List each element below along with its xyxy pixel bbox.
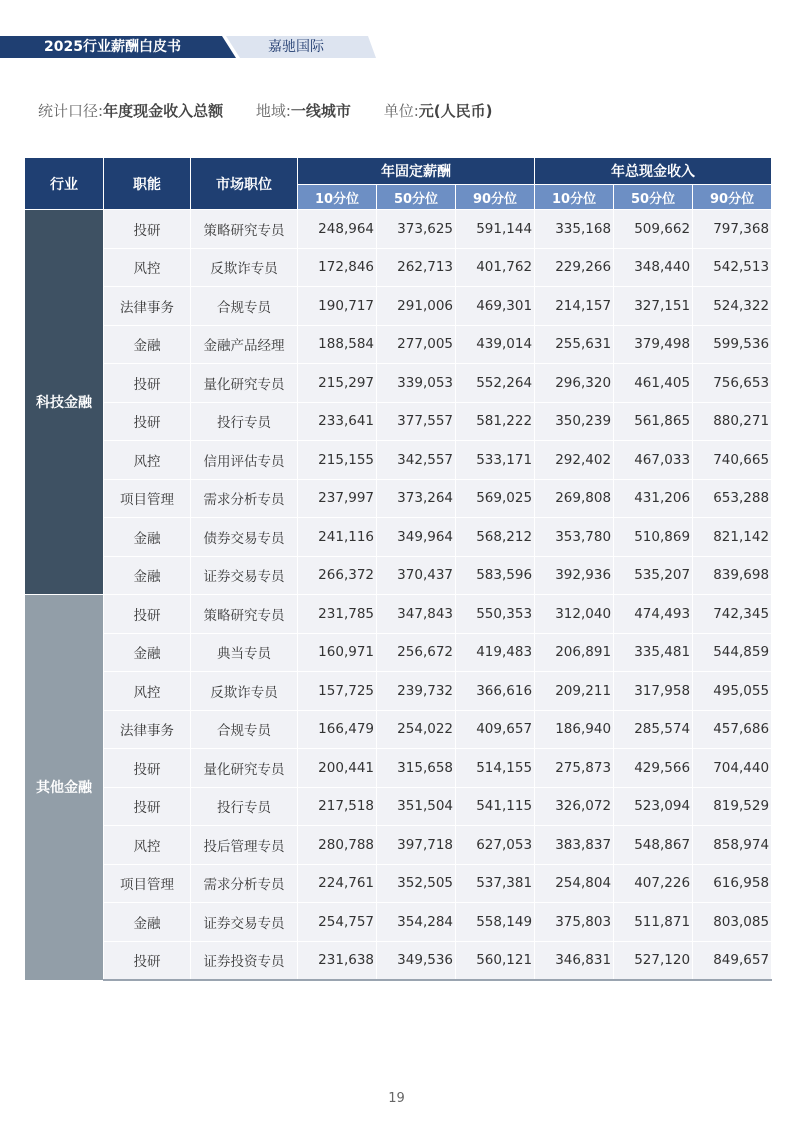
- table-row: [25, 364, 772, 403]
- value-cell: 392,936: [535, 556, 614, 595]
- function-cell: 风控: [104, 248, 191, 287]
- value-cell: 373,264: [377, 479, 456, 518]
- function-cell: 投研: [104, 210, 191, 249]
- position-cell: 合规专员: [191, 710, 298, 749]
- function-cell: 项目管理: [104, 864, 191, 903]
- value-cell: 326,072: [535, 787, 614, 826]
- value-cell: 200,441: [298, 749, 377, 788]
- total-p90-header: 90分位: [693, 185, 772, 210]
- value-cell: 495,055: [693, 672, 772, 711]
- value-cell: 541,115: [456, 787, 535, 826]
- value-cell: 461,405: [614, 364, 693, 403]
- value-cell: 214,157: [535, 287, 614, 326]
- value-cell: 254,022: [377, 710, 456, 749]
- table-row: [25, 710, 772, 749]
- value-cell: 206,891: [535, 633, 614, 672]
- value-cell: 821,142: [693, 518, 772, 557]
- value-cell: 880,271: [693, 402, 772, 441]
- value-cell: 373,625: [377, 210, 456, 249]
- col-position-header: 市场职位: [191, 158, 298, 210]
- function-cell: 法律事务: [104, 710, 191, 749]
- fixed-p50-header: 50分位: [377, 185, 456, 210]
- value-cell: 335,481: [614, 633, 693, 672]
- total-p10-header: 10分位: [535, 185, 614, 210]
- value-cell: 231,638: [298, 941, 377, 980]
- value-cell: 327,151: [614, 287, 693, 326]
- function-cell: 风控: [104, 672, 191, 711]
- value-cell: 317,958: [614, 672, 693, 711]
- value-cell: 419,483: [456, 633, 535, 672]
- value-cell: 285,574: [614, 710, 693, 749]
- industry-cell: 科技金融: [25, 210, 104, 595]
- value-cell: 292,402: [535, 441, 614, 480]
- table-row: [25, 210, 772, 249]
- value-cell: 160,971: [298, 633, 377, 672]
- value-cell: 296,320: [535, 364, 614, 403]
- value-cell: 535,207: [614, 556, 693, 595]
- value-cell: 627,053: [456, 826, 535, 865]
- page-number: 19: [388, 1091, 405, 1106]
- value-cell: 224,761: [298, 864, 377, 903]
- value-cell: 342,557: [377, 441, 456, 480]
- position-cell: 投行专员: [191, 402, 298, 441]
- value-cell: 383,837: [535, 826, 614, 865]
- function-cell: 法律事务: [104, 287, 191, 326]
- value-cell: 233,641: [298, 402, 377, 441]
- value-cell: 186,940: [535, 710, 614, 749]
- position-cell: 策略研究专员: [191, 210, 298, 249]
- salary-table: [24, 157, 772, 981]
- value-cell: 558,149: [456, 903, 535, 942]
- unit-info: 单位:元(人民币): [383, 102, 493, 120]
- region-info: 地域:一线城市: [255, 102, 351, 120]
- value-cell: 510,869: [614, 518, 693, 557]
- scope-info: 统计口径:年度现金收入总额: [38, 102, 224, 120]
- value-cell: 172,846: [298, 248, 377, 287]
- value-cell: 157,725: [298, 672, 377, 711]
- value-cell: 548,867: [614, 826, 693, 865]
- value-cell: 241,116: [298, 518, 377, 557]
- position-cell: 投行专员: [191, 787, 298, 826]
- value-cell: 231,785: [298, 595, 377, 634]
- value-cell: 511,871: [614, 903, 693, 942]
- value-cell: 429,566: [614, 749, 693, 788]
- value-cell: 349,964: [377, 518, 456, 557]
- value-cell: 561,865: [614, 402, 693, 441]
- value-cell: 215,297: [298, 364, 377, 403]
- fixed-p10-header: 10分位: [298, 185, 377, 210]
- value-cell: 275,873: [535, 749, 614, 788]
- value-cell: 266,372: [298, 556, 377, 595]
- value-cell: 255,631: [535, 325, 614, 364]
- value-cell: 366,616: [456, 672, 535, 711]
- function-cell: 投研: [104, 402, 191, 441]
- value-cell: 229,266: [535, 248, 614, 287]
- value-cell: 291,006: [377, 287, 456, 326]
- value-cell: 239,732: [377, 672, 456, 711]
- value-cell: 237,997: [298, 479, 377, 518]
- value-cell: 277,005: [377, 325, 456, 364]
- value-cell: 262,713: [377, 248, 456, 287]
- value-cell: 217,518: [298, 787, 377, 826]
- brand-name: 嘉驰国际: [268, 39, 324, 55]
- value-cell: 797,368: [693, 210, 772, 249]
- table-row: [25, 826, 772, 865]
- value-cell: 439,014: [456, 325, 535, 364]
- function-cell: 投研: [104, 595, 191, 634]
- value-cell: 280,788: [298, 826, 377, 865]
- total-p50-header: 50分位: [614, 185, 693, 210]
- value-cell: 346,831: [535, 941, 614, 980]
- value-cell: 653,288: [693, 479, 772, 518]
- value-cell: 397,718: [377, 826, 456, 865]
- value-cell: 568,212: [456, 518, 535, 557]
- position-cell: 需求分析专员: [191, 864, 298, 903]
- value-cell: 401,762: [456, 248, 535, 287]
- value-cell: 533,171: [456, 441, 535, 480]
- value-cell: 849,657: [693, 941, 772, 980]
- value-cell: 523,094: [614, 787, 693, 826]
- value-cell: 819,529: [693, 787, 772, 826]
- value-cell: 474,493: [614, 595, 693, 634]
- position-cell: 金融产品经理: [191, 325, 298, 364]
- value-cell: 839,698: [693, 556, 772, 595]
- table-row: [25, 287, 772, 326]
- value-cell: 704,440: [693, 749, 772, 788]
- value-cell: 354,284: [377, 903, 456, 942]
- value-cell: 209,211: [535, 672, 614, 711]
- value-cell: 248,964: [298, 210, 377, 249]
- table-body: [25, 210, 772, 981]
- function-cell: 金融: [104, 518, 191, 557]
- value-cell: 254,757: [298, 903, 377, 942]
- table-header: [25, 158, 772, 210]
- value-cell: 591,144: [456, 210, 535, 249]
- position-cell: 策略研究专员: [191, 595, 298, 634]
- industry-cell: 其他金融: [25, 595, 104, 981]
- value-cell: 509,662: [614, 210, 693, 249]
- value-cell: 550,353: [456, 595, 535, 634]
- table-row: [25, 864, 772, 903]
- table-row: [25, 518, 772, 557]
- value-cell: 353,780: [535, 518, 614, 557]
- value-cell: 335,168: [535, 210, 614, 249]
- position-cell: 典当专员: [191, 633, 298, 672]
- position-cell: 投后管理专员: [191, 826, 298, 865]
- value-cell: 544,859: [693, 633, 772, 672]
- value-cell: 375,803: [535, 903, 614, 942]
- value-cell: 552,264: [456, 364, 535, 403]
- value-cell: 370,437: [377, 556, 456, 595]
- value-cell: 469,301: [456, 287, 535, 326]
- table-row: [25, 787, 772, 826]
- position-cell: 量化研究专员: [191, 364, 298, 403]
- value-cell: 254,804: [535, 864, 614, 903]
- value-cell: 349,536: [377, 941, 456, 980]
- fixed-p90-header: 90分位: [456, 185, 535, 210]
- position-cell: 反欺诈专员: [191, 248, 298, 287]
- table-row: [25, 556, 772, 595]
- value-cell: 514,155: [456, 749, 535, 788]
- function-cell: 风控: [104, 826, 191, 865]
- value-cell: 348,440: [614, 248, 693, 287]
- function-cell: 投研: [104, 787, 191, 826]
- function-cell: 项目管理: [104, 479, 191, 518]
- table-row: [25, 633, 772, 672]
- value-cell: 527,120: [614, 941, 693, 980]
- table-row: [25, 749, 772, 788]
- col-industry-header: 行业: [25, 158, 104, 210]
- table-row: [25, 595, 772, 634]
- position-cell: 证券交易专员: [191, 903, 298, 942]
- value-cell: 599,536: [693, 325, 772, 364]
- function-cell: 投研: [104, 364, 191, 403]
- function-cell: 风控: [104, 441, 191, 480]
- function-cell: 金融: [104, 325, 191, 364]
- value-cell: 616,958: [693, 864, 772, 903]
- value-cell: 740,665: [693, 441, 772, 480]
- position-cell: 证券投资专员: [191, 941, 298, 980]
- info-line: [38, 100, 521, 121]
- value-cell: 524,322: [693, 287, 772, 326]
- value-cell: 377,557: [377, 402, 456, 441]
- position-cell: 证券交易专员: [191, 556, 298, 595]
- value-cell: 542,513: [693, 248, 772, 287]
- report-title: 2025行业薪酬白皮书: [44, 39, 181, 55]
- table-row: [25, 903, 772, 942]
- value-cell: 351,504: [377, 787, 456, 826]
- value-cell: 215,155: [298, 441, 377, 480]
- table-row: [25, 941, 772, 980]
- value-cell: 467,033: [614, 441, 693, 480]
- value-cell: 407,226: [614, 864, 693, 903]
- position-cell: 量化研究专员: [191, 749, 298, 788]
- value-cell: 803,085: [693, 903, 772, 942]
- value-cell: 742,345: [693, 595, 772, 634]
- value-cell: 409,657: [456, 710, 535, 749]
- value-cell: 269,808: [535, 479, 614, 518]
- table-row: [25, 441, 772, 480]
- value-cell: 347,843: [377, 595, 456, 634]
- value-cell: 352,505: [377, 864, 456, 903]
- header-band: [0, 36, 380, 58]
- table-row: [25, 325, 772, 364]
- value-cell: 339,053: [377, 364, 456, 403]
- value-cell: 188,584: [298, 325, 377, 364]
- value-cell: 560,121: [456, 941, 535, 980]
- value-cell: 756,653: [693, 364, 772, 403]
- position-cell: 合规专员: [191, 287, 298, 326]
- group-total-header: 年总现金收入: [535, 158, 772, 185]
- value-cell: 457,686: [693, 710, 772, 749]
- value-cell: 537,381: [456, 864, 535, 903]
- function-cell: 金融: [104, 633, 191, 672]
- table-row: [25, 402, 772, 441]
- value-cell: 431,206: [614, 479, 693, 518]
- group-fixed-header: 年固定薪酬: [298, 158, 535, 185]
- value-cell: 379,498: [614, 325, 693, 364]
- value-cell: 858,974: [693, 826, 772, 865]
- position-cell: 需求分析专员: [191, 479, 298, 518]
- value-cell: 583,596: [456, 556, 535, 595]
- table-row: [25, 479, 772, 518]
- table-row: [25, 248, 772, 287]
- value-cell: 190,717: [298, 287, 377, 326]
- table-row: [25, 672, 772, 711]
- value-cell: 166,479: [298, 710, 377, 749]
- col-function-header: 职能: [104, 158, 191, 210]
- position-cell: 信用评估专员: [191, 441, 298, 480]
- value-cell: 315,658: [377, 749, 456, 788]
- value-cell: 581,222: [456, 402, 535, 441]
- function-cell: 投研: [104, 749, 191, 788]
- value-cell: 569,025: [456, 479, 535, 518]
- function-cell: 投研: [104, 941, 191, 980]
- value-cell: 256,672: [377, 633, 456, 672]
- position-cell: 反欺诈专员: [191, 672, 298, 711]
- function-cell: 金融: [104, 903, 191, 942]
- value-cell: 312,040: [535, 595, 614, 634]
- position-cell: 债券交易专员: [191, 518, 298, 557]
- value-cell: 350,239: [535, 402, 614, 441]
- function-cell: 金融: [104, 556, 191, 595]
